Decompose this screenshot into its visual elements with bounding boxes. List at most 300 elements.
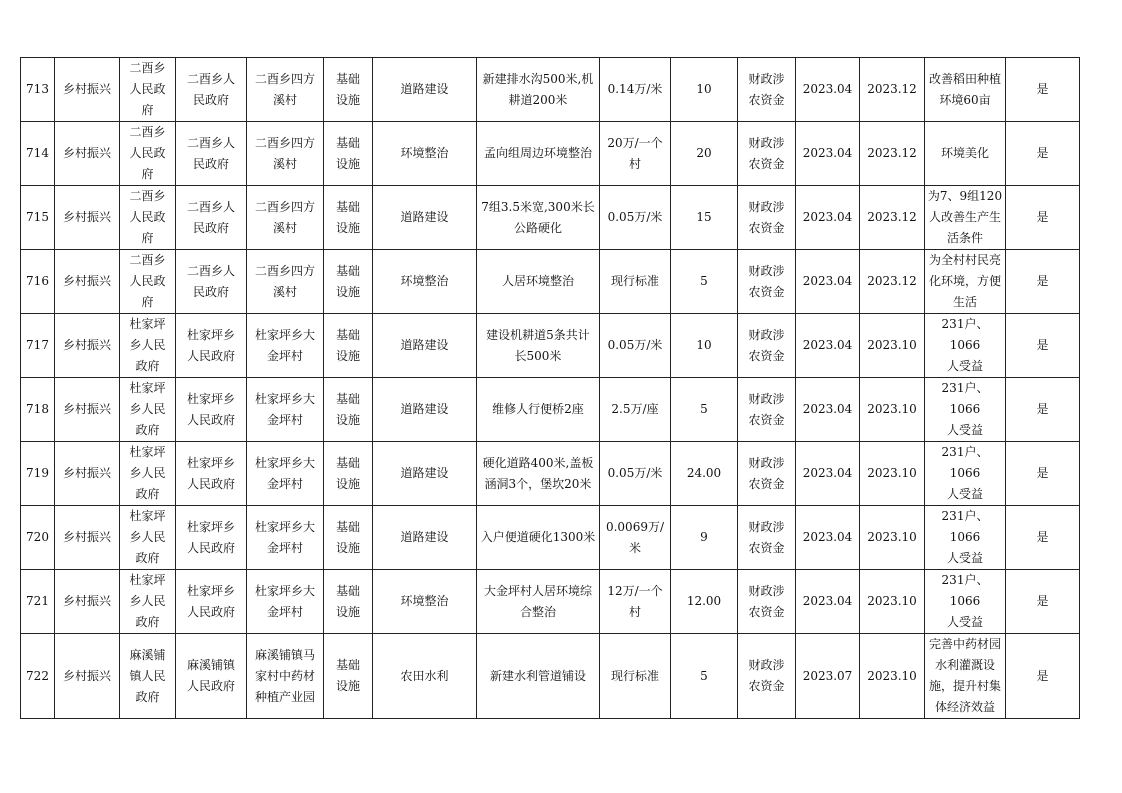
category-cell <box>55 314 120 378</box>
construction-content-cell-text: 大金坪村人居环境综 合整治 <box>483 583 592 619</box>
project-subtype-cell-text: 道路建设 <box>400 530 449 544</box>
amount-cell-text: 24.00 <box>686 466 722 480</box>
amount-cell <box>671 186 738 250</box>
amount-cell <box>671 506 738 570</box>
flag-cell-text: 是 <box>1036 82 1049 96</box>
implementing-unit-cell-text: 麻溪铺镇 人民政府 <box>186 658 235 693</box>
project-subtype-cell <box>373 506 477 570</box>
responsible-unit-cell-text: 麻溪铺 镇人民 政府 <box>129 647 166 704</box>
category-cell <box>55 378 120 442</box>
start-date-cell-text: 2023.04 <box>802 466 853 480</box>
project-subtype-cell-text: 道路建设 <box>400 82 449 96</box>
implementing-unit-cell-text: 杜家坪乡 人民政府 <box>186 391 235 427</box>
location-cell-text: 杜家坪乡大 金坪村 <box>254 519 315 555</box>
flag-cell-text: 是 <box>1036 146 1049 160</box>
construction-content-cell-text: 7组3.5米宽,300米长 公路硬化 <box>481 199 595 235</box>
implementing-unit-cell <box>176 186 247 250</box>
project-type-cell <box>324 58 373 122</box>
start-date-cell <box>796 122 860 186</box>
project-type-cell-text: 基础 设施 <box>335 135 360 171</box>
location-cell-text: 二酉乡四方 溪村 <box>254 199 315 235</box>
benefit-cell <box>925 58 1006 122</box>
flag-cell-text: 是 <box>1036 594 1049 608</box>
benefit-cell-text: 改善稻田种植 环境60亩 <box>928 71 1001 107</box>
project-subtype-cell <box>373 378 477 442</box>
benefit-cell <box>925 378 1006 442</box>
location-cell <box>247 442 324 506</box>
implementing-unit-cell <box>176 506 247 570</box>
row-number-text: 718 <box>26 402 49 416</box>
category-cell <box>55 58 120 122</box>
project-type-cell-text: 基础 设施 <box>335 263 360 299</box>
flag-cell-text: 是 <box>1036 274 1049 288</box>
location-cell <box>247 506 324 570</box>
construction-content-cell <box>477 634 600 719</box>
table-body <box>21 58 1080 719</box>
row-number-text: 714 <box>26 146 49 160</box>
project-subtype-cell <box>373 314 477 378</box>
row-number-text: 717 <box>26 338 49 352</box>
end-date-cell <box>860 122 925 186</box>
location-cell-text: 杜家坪乡大 金坪村 <box>254 327 315 363</box>
responsible-unit-cell <box>120 250 176 314</box>
responsible-unit-cell <box>120 186 176 250</box>
location-cell-text: 二酉乡四方 溪村 <box>254 135 315 171</box>
benefit-cell <box>925 186 1006 250</box>
benefit-cell <box>925 570 1006 634</box>
location-cell-text: 杜家坪乡大 金坪村 <box>254 583 315 619</box>
benefit-cell-text: 231户、1066 人受益 <box>941 573 989 629</box>
implementing-unit-cell-text: 二酉乡人 民政府 <box>186 71 235 107</box>
end-date-cell-text: 2023.12 <box>867 146 917 160</box>
fund-source-cell <box>738 570 796 634</box>
fund-source-cell <box>738 122 796 186</box>
amount-cell-text: 10 <box>696 82 712 96</box>
amount-cell-text: 5 <box>700 668 708 683</box>
fund-source-cell <box>738 634 796 719</box>
flag-cell <box>1006 506 1080 570</box>
responsible-unit-cell <box>120 506 176 570</box>
fund-source-cell <box>738 378 796 442</box>
start-date-cell <box>796 570 860 634</box>
fund-source-cell-text: 财政涉 农资金 <box>748 519 785 555</box>
fund-source-cell-text: 财政涉 农资金 <box>748 391 785 427</box>
project-type-cell-text: 基础 设施 <box>335 327 360 363</box>
benefit-cell <box>925 250 1006 314</box>
fund-source-cell <box>738 186 796 250</box>
end-date-cell-text: 2023.10 <box>867 530 917 544</box>
subsidy-standard-cell <box>600 506 671 570</box>
amount-cell <box>671 634 738 719</box>
fund-source-cell <box>738 442 796 506</box>
subsidy-standard-cell <box>600 122 671 186</box>
benefit-cell <box>925 314 1006 378</box>
end-date-cell-text: 2023.10 <box>867 402 917 416</box>
subsidy-standard-cell-text: 现行标准 <box>610 274 659 288</box>
subsidy-standard-cell-text: 现行标准 <box>610 668 659 683</box>
location-cell <box>247 58 324 122</box>
subsidy-standard-cell-text: 0.14万/米 <box>607 82 663 96</box>
amount-cell <box>671 570 738 634</box>
category-cell <box>55 186 120 250</box>
construction-content-cell-text: 新建水利管道铺设 <box>489 668 586 683</box>
construction-content-cell <box>477 186 600 250</box>
start-date-cell <box>796 634 860 719</box>
project-type-cell <box>324 250 373 314</box>
construction-content-cell <box>477 570 600 634</box>
fund-source-cell <box>738 250 796 314</box>
fund-source-cell <box>738 314 796 378</box>
implementing-unit-cell-text: 二酉乡人 民政府 <box>186 135 235 171</box>
row-number <box>21 506 55 570</box>
construction-content-cell-text: 新建排水沟500米,机 耕道200米 <box>482 71 594 107</box>
flag-cell-text: 是 <box>1036 466 1049 480</box>
row-number <box>21 570 55 634</box>
end-date-cell <box>860 314 925 378</box>
project-subtype-cell <box>373 122 477 186</box>
amount-cell-text: 5 <box>700 274 708 288</box>
amount-cell-text: 5 <box>700 402 708 416</box>
row-number-text: 722 <box>26 668 49 683</box>
implementing-unit-cell <box>176 378 247 442</box>
table-row <box>21 122 1080 186</box>
end-date-cell <box>860 58 925 122</box>
project-subtype-cell-text: 环境整治 <box>400 594 449 608</box>
construction-content-cell-text: 维修人行便桥2座 <box>492 402 584 416</box>
responsible-unit-cell <box>120 570 176 634</box>
project-subtype-cell-text: 道路建设 <box>400 210 449 224</box>
flag-cell <box>1006 58 1080 122</box>
project-type-cell <box>324 122 373 186</box>
category-cell <box>55 506 120 570</box>
construction-content-cell <box>477 250 600 314</box>
flag-cell-text: 是 <box>1036 402 1049 416</box>
category-cell-text: 乡村振兴 <box>62 668 111 683</box>
responsible-unit-cell-text: 二酉乡 人民政 府 <box>129 61 166 117</box>
implementing-unit-cell <box>176 314 247 378</box>
project-subtype-cell <box>373 250 477 314</box>
fund-source-cell <box>738 506 796 570</box>
project-subtype-cell-text: 农田水利 <box>400 668 449 683</box>
subsidy-standard-cell-text: 0.05万/米 <box>607 466 663 480</box>
start-date-cell-text: 2023.04 <box>802 146 853 160</box>
location-cell <box>247 378 324 442</box>
amount-cell-text: 10 <box>696 338 712 352</box>
implementing-unit-cell-text: 杜家坪乡 人民政府 <box>186 583 235 619</box>
subsidy-standard-cell-text: 0.05万/米 <box>607 338 663 352</box>
responsible-unit-cell-text: 杜家坪 乡人民 政府 <box>129 317 166 373</box>
implementing-unit-cell <box>176 122 247 186</box>
start-date-cell <box>796 314 860 378</box>
project-table <box>20 57 1080 719</box>
flag-cell <box>1006 186 1080 250</box>
responsible-unit-cell <box>120 378 176 442</box>
fund-source-cell-text: 财政涉 农资金 <box>748 658 785 693</box>
row-number-text: 719 <box>26 466 49 480</box>
category-cell <box>55 250 120 314</box>
responsible-unit-cell-text: 杜家坪 乡人民 政府 <box>129 573 166 629</box>
benefit-cell <box>925 122 1006 186</box>
flag-cell <box>1006 250 1080 314</box>
project-type-cell-text: 基础 设施 <box>335 583 360 619</box>
amount-cell-text: 9 <box>700 530 708 544</box>
subsidy-standard-cell-text: 0.05万/米 <box>607 210 663 224</box>
construction-content-cell-text: 人居环境整治 <box>501 274 574 288</box>
fund-source-cell <box>738 58 796 122</box>
implementing-unit-cell <box>176 58 247 122</box>
implementing-unit-cell <box>176 442 247 506</box>
end-date-cell <box>860 250 925 314</box>
subsidy-standard-cell-text: 12万/一个 村 <box>607 583 663 619</box>
benefit-cell <box>925 506 1006 570</box>
subsidy-standard-cell <box>600 250 671 314</box>
project-type-cell <box>324 442 373 506</box>
start-date-cell <box>796 506 860 570</box>
construction-content-cell <box>477 506 600 570</box>
responsible-unit-cell-text: 杜家坪 乡人民 政府 <box>129 509 166 565</box>
responsible-unit-cell <box>120 634 176 719</box>
end-date-cell-text: 2023.10 <box>867 466 917 480</box>
flag-cell <box>1006 122 1080 186</box>
project-subtype-cell-text: 道路建设 <box>400 402 449 416</box>
responsible-unit-cell-text: 杜家坪 乡人民 政府 <box>129 445 166 501</box>
start-date-cell <box>796 58 860 122</box>
subsidy-standard-cell <box>600 186 671 250</box>
implementing-unit-cell <box>176 634 247 719</box>
row-number-text: 716 <box>26 274 49 288</box>
row-number <box>21 58 55 122</box>
end-date-cell <box>860 570 925 634</box>
row-number <box>21 442 55 506</box>
category-cell-text: 乡村振兴 <box>62 338 111 352</box>
construction-content-cell <box>477 442 600 506</box>
construction-content-cell <box>477 122 600 186</box>
fund-source-cell-text: 财政涉 农资金 <box>748 71 785 107</box>
benefit-cell-text: 231户、1066 人受益 <box>941 509 989 565</box>
location-cell <box>247 570 324 634</box>
responsible-unit-cell-text: 二酉乡 人民政 府 <box>129 253 166 309</box>
row-number <box>21 122 55 186</box>
end-date-cell <box>860 506 925 570</box>
construction-content-cell <box>477 314 600 378</box>
start-date-cell-text: 2023.04 <box>802 274 853 288</box>
amount-cell <box>671 250 738 314</box>
construction-content-cell <box>477 378 600 442</box>
location-cell-text: 麻溪铺镇马 家村中药材 种植产业园 <box>254 647 315 704</box>
location-cell-text: 二酉乡四方 溪村 <box>254 263 315 299</box>
project-type-cell-text: 基础 设施 <box>335 71 360 107</box>
responsible-unit-cell-text: 二酉乡 人民政 府 <box>129 189 166 245</box>
table-row <box>21 58 1080 122</box>
fund-source-cell-text: 财政涉 农资金 <box>748 263 785 299</box>
subsidy-standard-cell <box>600 58 671 122</box>
row-number-text: 715 <box>26 210 49 224</box>
end-date-cell-text: 2023.12 <box>867 82 917 96</box>
project-type-cell <box>324 314 373 378</box>
amount-cell <box>671 378 738 442</box>
benefit-cell-text: 环境美化 <box>940 146 989 160</box>
project-type-cell <box>324 634 373 719</box>
start-date-cell-text: 2023.04 <box>802 82 853 96</box>
row-number <box>21 378 55 442</box>
table-row <box>21 506 1080 570</box>
category-cell-text: 乡村振兴 <box>62 82 111 96</box>
subsidy-standard-cell-text: 20万/一个 村 <box>607 135 663 171</box>
project-subtype-cell-text: 道路建设 <box>400 338 449 352</box>
responsible-unit-cell-text: 二酉乡 人民政 府 <box>129 125 166 181</box>
flag-cell-text: 是 <box>1036 210 1049 224</box>
subsidy-standard-cell <box>600 442 671 506</box>
start-date-cell <box>796 378 860 442</box>
flag-cell-text: 是 <box>1036 530 1049 544</box>
location-cell <box>247 634 324 719</box>
end-date-cell-text: 2023.10 <box>867 338 917 352</box>
category-cell-text: 乡村振兴 <box>62 402 111 416</box>
project-type-cell <box>324 506 373 570</box>
end-date-cell-text: 2023.12 <box>867 274 917 288</box>
start-date-cell <box>796 250 860 314</box>
construction-content-cell-text: 建设机耕道5条共计 长500米 <box>486 327 590 363</box>
project-type-cell <box>324 570 373 634</box>
end-date-cell <box>860 442 925 506</box>
location-cell <box>247 122 324 186</box>
location-cell-text: 二酉乡四方 溪村 <box>254 71 315 107</box>
responsible-unit-cell <box>120 58 176 122</box>
location-cell-text: 杜家坪乡大 金坪村 <box>254 391 315 427</box>
project-type-cell-text: 基础 设施 <box>335 519 360 555</box>
subsidy-standard-cell <box>600 314 671 378</box>
flag-cell <box>1006 378 1080 442</box>
flag-cell <box>1006 442 1080 506</box>
category-cell <box>55 570 120 634</box>
start-date-cell <box>796 442 860 506</box>
table-row <box>21 634 1080 719</box>
implementing-unit-cell-text: 杜家坪乡 人民政府 <box>186 519 235 555</box>
construction-content-cell-text: 孟向组周边环境整治 <box>483 146 592 160</box>
project-subtype-cell-text: 环境整治 <box>400 274 449 288</box>
responsible-unit-cell <box>120 442 176 506</box>
benefit-cell <box>925 634 1006 719</box>
project-subtype-cell-text: 道路建设 <box>400 466 449 480</box>
implementing-unit-cell-text: 杜家坪乡 人民政府 <box>186 455 235 491</box>
benefit-cell <box>925 442 1006 506</box>
start-date-cell <box>796 186 860 250</box>
end-date-cell-text: 2023.10 <box>867 594 917 608</box>
implementing-unit-cell-text: 二酉乡人 民政府 <box>186 263 235 299</box>
row-number <box>21 634 55 719</box>
project-type-cell-text: 基础 设施 <box>335 391 360 427</box>
benefit-cell-text: 为全村村民亮 化环境，方便 生活 <box>928 253 1001 309</box>
implementing-unit-cell-text: 杜家坪乡 人民政府 <box>186 327 235 363</box>
row-number-text: 713 <box>26 82 49 96</box>
implementing-unit-cell <box>176 570 247 634</box>
end-date-cell-text: 2023.12 <box>867 210 917 224</box>
subsidy-standard-cell <box>600 570 671 634</box>
amount-cell <box>671 122 738 186</box>
implementing-unit-cell <box>176 250 247 314</box>
flag-cell <box>1006 634 1080 719</box>
project-type-cell <box>324 378 373 442</box>
location-cell-text: 杜家坪乡大 金坪村 <box>254 455 315 491</box>
construction-content-cell-text: 硬化道路400米,盖板 涵洞3个，堡坎20米 <box>482 455 594 491</box>
row-number <box>21 314 55 378</box>
project-type-cell-text: 基础 设施 <box>335 455 360 491</box>
amount-cell <box>671 442 738 506</box>
construction-content-cell <box>477 58 600 122</box>
location-cell <box>247 314 324 378</box>
table-row <box>21 314 1080 378</box>
location-cell <box>247 186 324 250</box>
benefit-cell-text: 231户、1066 人受益 <box>941 445 989 501</box>
project-subtype-cell <box>373 442 477 506</box>
category-cell <box>55 634 120 719</box>
fund-source-cell-text: 财政涉 农资金 <box>748 455 785 491</box>
row-number <box>21 250 55 314</box>
table-row <box>21 378 1080 442</box>
project-subtype-cell-text: 环境整治 <box>400 146 449 160</box>
flag-cell-text: 是 <box>1036 338 1049 352</box>
responsible-unit-cell <box>120 314 176 378</box>
project-type-cell <box>324 186 373 250</box>
responsible-unit-cell <box>120 122 176 186</box>
project-type-cell-text: 基础 设施 <box>335 658 360 693</box>
flag-cell <box>1006 570 1080 634</box>
flag-cell <box>1006 314 1080 378</box>
amount-cell-text: 15 <box>696 210 712 224</box>
subsidy-standard-cell <box>600 634 671 719</box>
start-date-cell-text: 2023.04 <box>802 594 853 608</box>
start-date-cell-text: 2023.07 <box>802 668 853 683</box>
implementing-unit-cell-text: 二酉乡人 民政府 <box>186 199 235 235</box>
fund-source-cell-text: 财政涉 农资金 <box>748 199 785 235</box>
fund-source-cell-text: 财政涉 农资金 <box>748 583 785 619</box>
end-date-cell <box>860 378 925 442</box>
table-row <box>21 442 1080 506</box>
category-cell-text: 乡村振兴 <box>62 594 111 608</box>
construction-content-cell-text: 入户便道硬化1300米 <box>480 530 596 544</box>
project-subtype-cell <box>373 570 477 634</box>
benefit-cell-text: 完善中药材园 水利灌溉设 施，提升村集 体经济效益 <box>928 637 1001 714</box>
table-row <box>21 186 1080 250</box>
start-date-cell-text: 2023.04 <box>802 210 853 224</box>
amount-cell-text: 12.00 <box>686 594 722 608</box>
category-cell-text: 乡村振兴 <box>62 466 111 480</box>
fund-source-cell-text: 财政涉 农资金 <box>748 135 785 171</box>
amount-cell <box>671 314 738 378</box>
row-number-text: 720 <box>26 530 49 544</box>
responsible-unit-cell-text: 杜家坪 乡人民 政府 <box>129 381 166 437</box>
subsidy-standard-cell <box>600 378 671 442</box>
category-cell-text: 乡村振兴 <box>62 274 111 288</box>
benefit-cell-text: 231户、1066 人受益 <box>941 381 989 437</box>
subsidy-standard-cell-text: 2.5万/座 <box>611 402 659 416</box>
category-cell-text: 乡村振兴 <box>62 146 111 160</box>
table-row <box>21 570 1080 634</box>
table-row <box>21 250 1080 314</box>
project-subtype-cell <box>373 58 477 122</box>
row-number <box>21 186 55 250</box>
category-cell-text: 乡村振兴 <box>62 210 111 224</box>
flag-cell-text: 是 <box>1036 668 1049 683</box>
fund-source-cell-text: 财政涉 农资金 <box>748 327 785 363</box>
benefit-cell-text: 为7、9组120 人改善生产生 活条件 <box>927 189 1003 245</box>
row-number-text: 721 <box>26 594 49 608</box>
amount-cell-text: 20 <box>696 146 712 160</box>
start-date-cell-text: 2023.04 <box>802 402 853 416</box>
project-subtype-cell <box>373 634 477 719</box>
start-date-cell-text: 2023.04 <box>802 338 853 352</box>
category-cell-text: 乡村振兴 <box>62 530 111 544</box>
